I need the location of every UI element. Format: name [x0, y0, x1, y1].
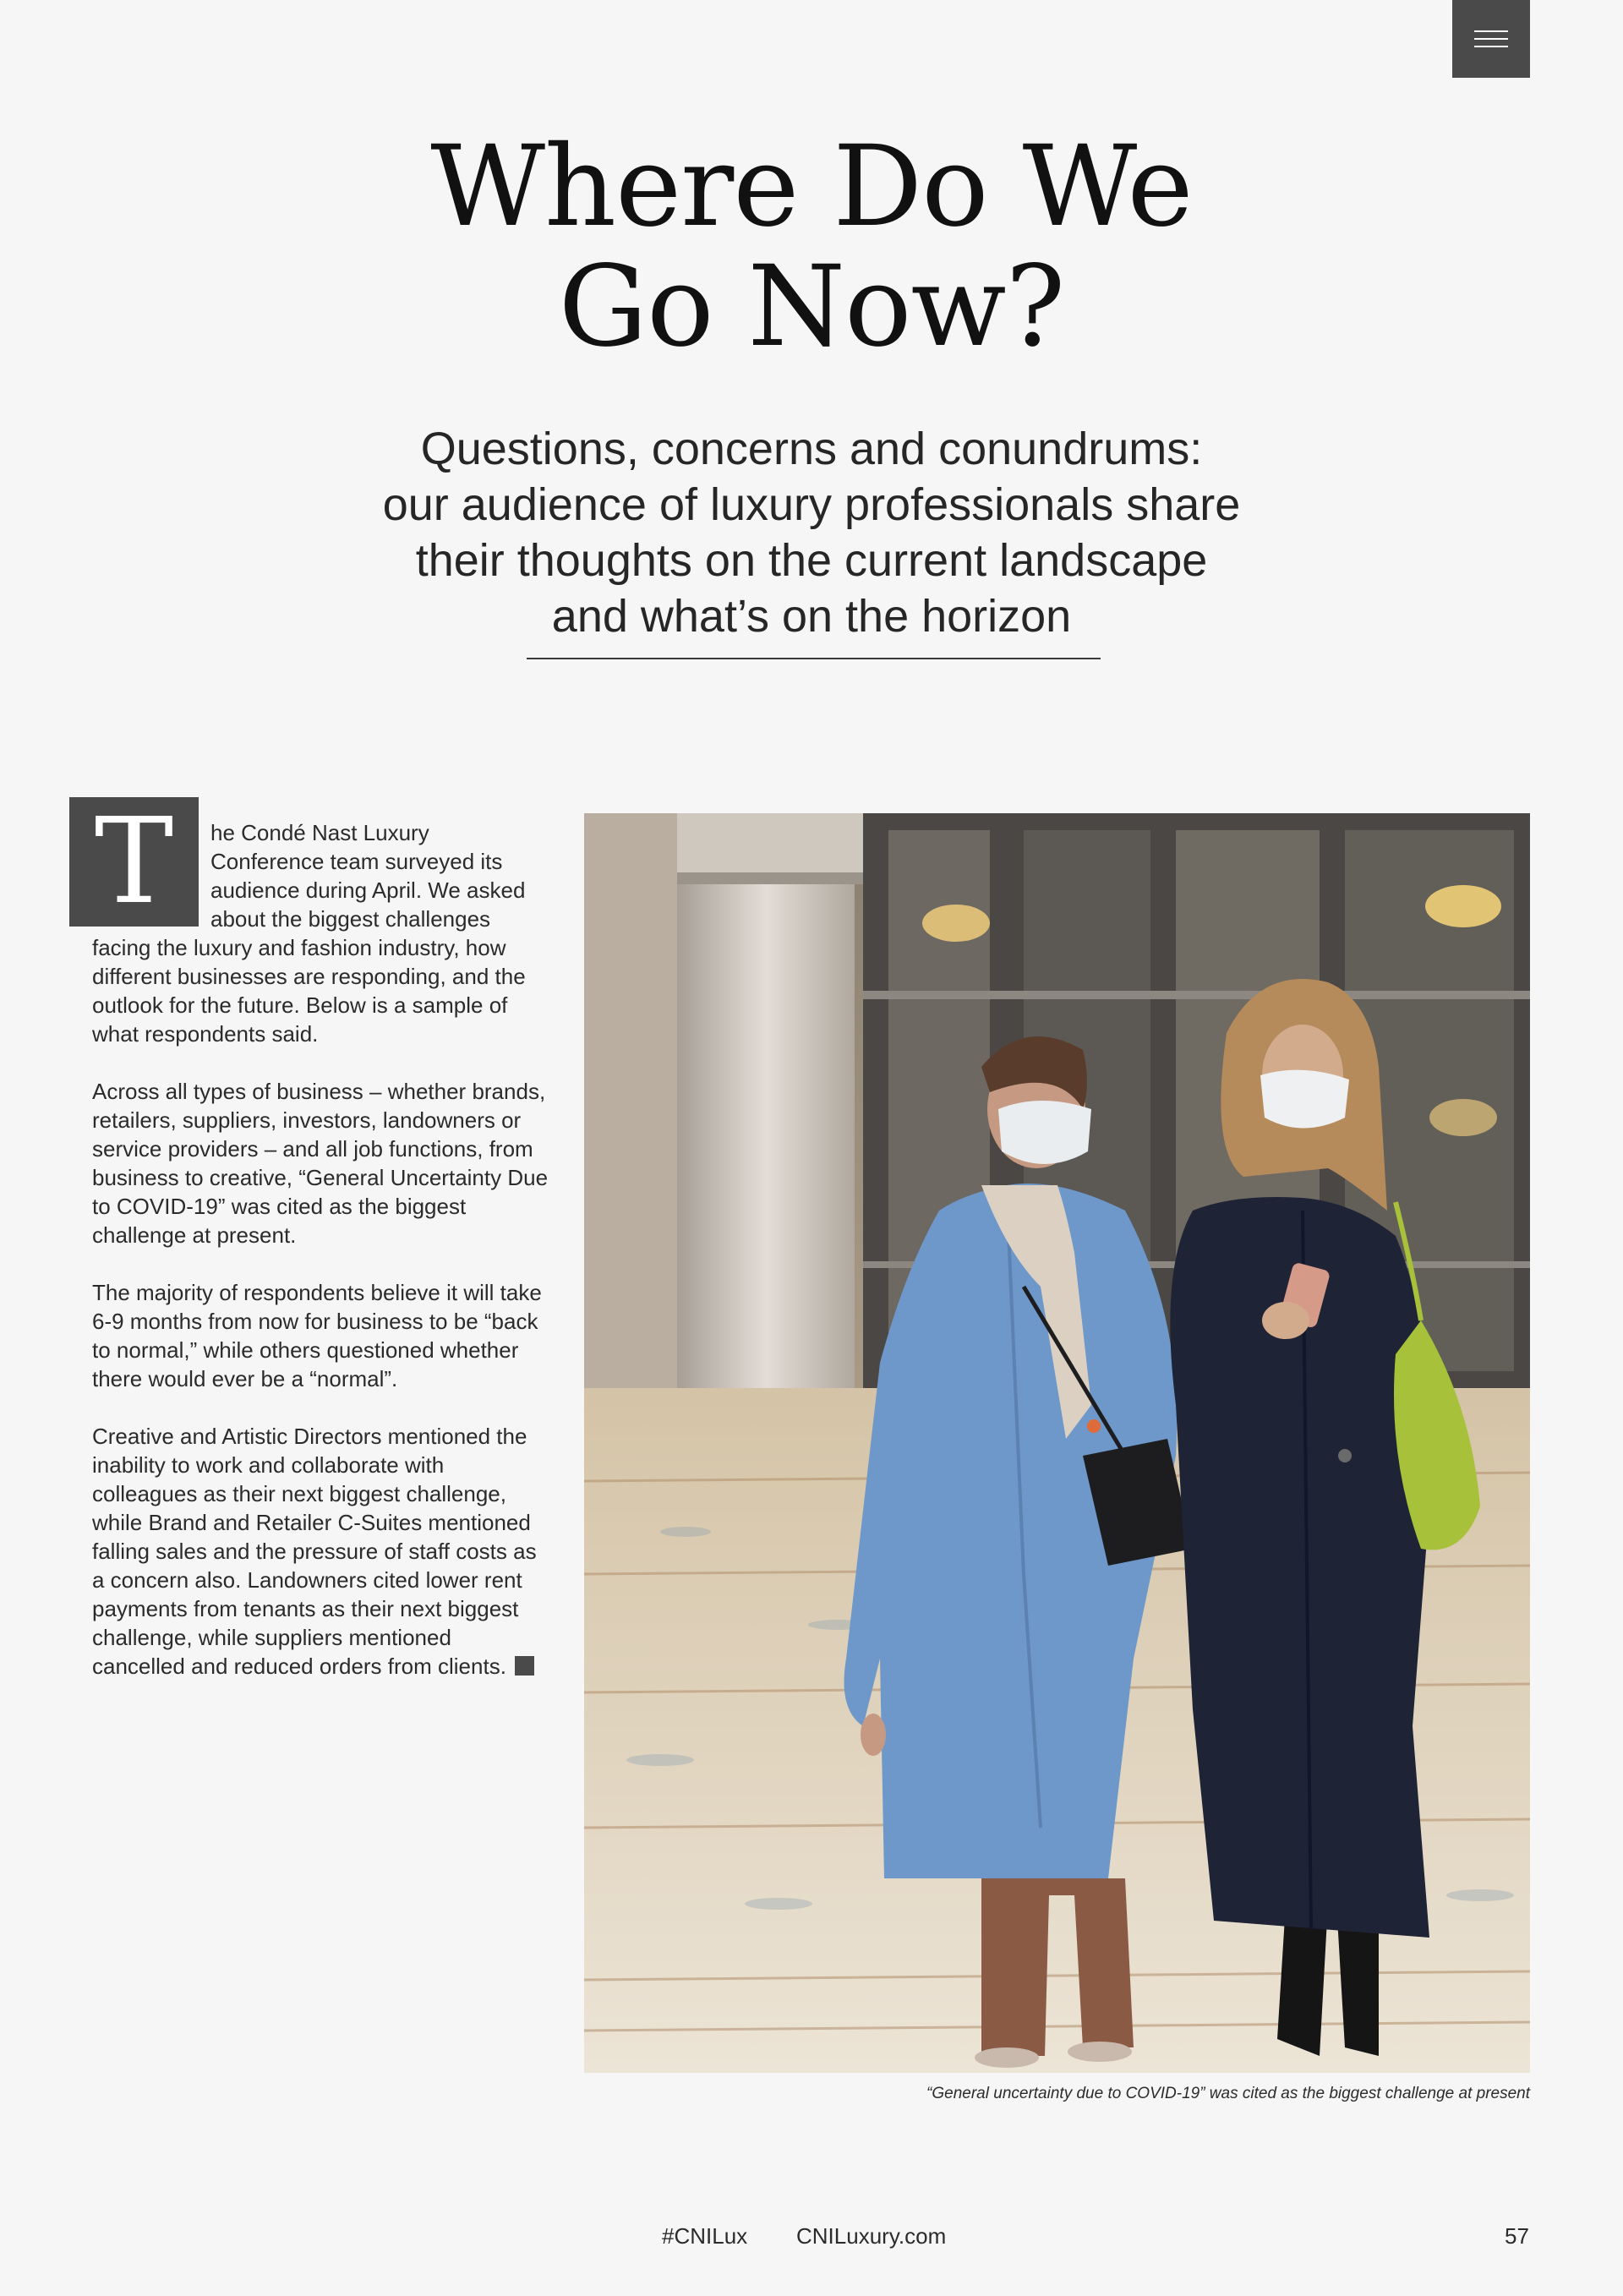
menu-button[interactable]: [1452, 0, 1530, 78]
subtitle-line: our audience of luxury professionals share: [382, 479, 1241, 530]
drop-cap: T: [69, 797, 199, 927]
subtitle: [304, 421, 1319, 644]
paragraph: The majority of respondents believe it will take 6-9 months from now for business to be “back to normal,” while others questioned whether there would ever be a “normal”.: [92, 1280, 542, 1391]
article-body: [92, 793, 549, 1709]
title-line: Where Do We: [430, 122, 1193, 252]
subtitle-underline-rule: [527, 658, 1101, 659]
page-title: [304, 122, 1319, 372]
subtitle-line: and what’s on the horizon: [551, 591, 1072, 642]
end-of-article-mark: [515, 1656, 534, 1676]
photo-illustration: [584, 813, 1530, 2073]
footer-site-link[interactable]: CNILuxury.com: [796, 2223, 947, 2249]
hamburger-menu-icon: [1474, 30, 1508, 32]
footer-hashtag: #CNILux: [662, 2223, 748, 2249]
page-number: 57: [1505, 2223, 1529, 2249]
subtitle-line: their thoughts on the current landscape: [415, 535, 1208, 586]
article-photo: [584, 813, 1530, 2073]
paragraph-text: he Condé Nast Luxury Conference team surveyed its audience during April. We asked about the biggest challenges facing the luxury and fashion industry, how different businesses are responding, and the outlook for the future. Below is a sample of what respondents said.: [92, 820, 526, 1047]
paragraph: [92, 1422, 549, 1681]
photo-caption: “General uncertainty due to COVID-19” was cited as the biggest challenge at present: [926, 2085, 1530, 2102]
subtitle-line: Questions, concerns and conundrums:: [420, 424, 1203, 474]
hamburger-menu-icon-bar: [1474, 38, 1508, 40]
title-line: Go Now?: [558, 242, 1065, 372]
paragraph: Across all types of business – whether brands, retailers, suppliers, investors, landowners or service providers – and all job functions, from business to creative, “General Uncertainty Due to COVID-19” was cited as the biggest challenge at present.: [92, 1079, 549, 1248]
hamburger-menu-icon-bar: [1474, 46, 1508, 47]
paragraph: [92, 793, 549, 1048]
paragraph-text: Creative and Artistic Directors mentioned the inability to work and collaborate with colleagues as their next biggest challenge, while Brand and Retailer C-Suites mentioned falling sales and the pressure of staff costs as a concern also. Landowners cited lower rent payments from tenants as their next biggest challenge, while suppliers mentioned cancelled and reduced orders from clients.: [92, 1424, 537, 1679]
